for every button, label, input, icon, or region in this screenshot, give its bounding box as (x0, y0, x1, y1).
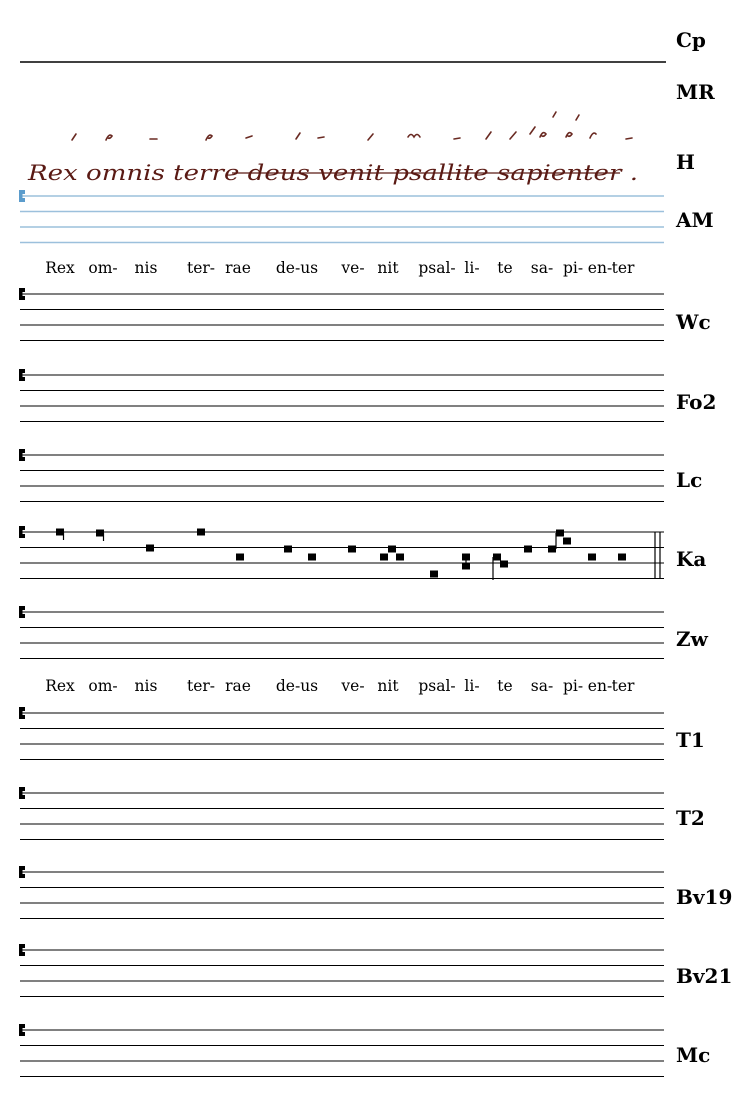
note-18 (548, 546, 556, 553)
siglum-t1: T1 (676, 728, 705, 752)
neume-9 (408, 135, 420, 138)
melody-notes (56, 529, 626, 581)
note-3 (146, 545, 154, 552)
neume-15 (553, 112, 556, 117)
neume-1 (72, 134, 76, 140)
note-8 (348, 546, 356, 553)
neume-11 (486, 132, 491, 139)
lyrics1-syllable-9: psal- (418, 259, 456, 277)
siglum-fo2: Fo2 (676, 390, 717, 414)
neume-13 (530, 127, 535, 134)
lyrics1-syllable-7: ve- (341, 259, 365, 277)
lyrics1-syllable-4: ter- (186, 259, 216, 277)
note-1 (56, 529, 64, 536)
lyrics1-syllable-3: nis (134, 259, 158, 277)
siglum-h: H (676, 150, 695, 174)
siglum-am: AM (676, 208, 714, 232)
manuscript-line (27, 112, 638, 185)
neume-14 (540, 133, 546, 137)
note-7 (308, 554, 316, 561)
lyrics1-syllable-10: li- (464, 259, 480, 277)
lyrics2-syllable-2: om- (88, 677, 118, 695)
lyrics1-syllable-6: de-us (275, 259, 319, 277)
neume-2 (106, 135, 112, 140)
lyrics2-syllable-5: rae (225, 677, 251, 695)
staff-am (19, 190, 664, 243)
staff-mc (19, 1024, 664, 1077)
note-11 (396, 554, 404, 561)
staff-fo2 (19, 369, 664, 422)
staff-t2 (19, 787, 664, 840)
note-15 (493, 554, 501, 561)
staff-t1 (19, 707, 664, 760)
lyrics1-syllable-15: ter (611, 259, 635, 277)
note-12 (430, 571, 438, 578)
siglum-bv21: Bv21 (676, 964, 733, 988)
neume-16 (566, 133, 572, 137)
note-5 (236, 554, 244, 561)
neume-6 (296, 133, 300, 139)
staff-ka (19, 526, 664, 579)
siglum-mc: Mc (676, 1043, 711, 1067)
lyrics1-syllable-2: om- (88, 259, 118, 277)
staff-zw (19, 606, 664, 659)
lyrics2-syllable-14: en- (587, 677, 613, 695)
lyrics2-syllable-12: sa- (530, 677, 554, 695)
lyrics1-syllable-13: pi- (562, 259, 584, 277)
siglum-lc: Lc (676, 468, 703, 492)
lyrics2-syllable-15: ter (611, 677, 635, 695)
lyrics1-syllable-11: te (497, 259, 513, 277)
manuscript-text: Rex omnis terre deus venit psallite sapienter . (26, 161, 639, 185)
neume-12 (510, 132, 516, 139)
lyrics2-syllable-7: ve- (341, 677, 365, 695)
siglum-ka: Ka (676, 547, 707, 571)
siglum-cp: Cp (676, 28, 706, 52)
neume-17 (576, 115, 579, 120)
note-21 (588, 554, 596, 561)
siglum-t2: T2 (676, 806, 705, 830)
note-20 (563, 538, 571, 545)
lyrics2-syllable-11: te (497, 677, 513, 695)
siglum-wc: Wc (676, 310, 711, 334)
neume-10 (454, 138, 460, 139)
note-10 (388, 546, 396, 553)
lyrics2-syllable-9: psal- (418, 677, 456, 695)
staff-bv21 (19, 944, 664, 997)
neume-7 (318, 137, 324, 138)
note-2 (96, 530, 104, 537)
neume-8 (368, 134, 373, 140)
lyrics1-syllable-5: rae (225, 259, 251, 277)
note-4 (197, 529, 205, 536)
note-9 (380, 554, 388, 561)
lyrics1-syllable-1: Rex (45, 259, 75, 277)
lyrics2-syllable-8: nit (377, 677, 399, 695)
lyrics2-syllable-3: nis (134, 677, 158, 695)
neume-18 (590, 133, 596, 138)
note-19 (556, 530, 564, 537)
siglum-mr: MR (676, 80, 715, 104)
lyrics2-syllable-13: pi- (562, 677, 584, 695)
note-6 (284, 546, 292, 553)
lyrics1-syllable-8: nit (377, 259, 399, 277)
lyrics2-syllable-10: li- (464, 677, 480, 695)
siglum-bv19: Bv19 (676, 885, 733, 909)
staff-wc (19, 288, 664, 341)
lyrics1-syllable-14: en- (587, 259, 613, 277)
lyrics2-syllable-4: ter- (186, 677, 216, 695)
neume-5 (246, 136, 252, 138)
note-17 (524, 546, 532, 553)
staff-bv19 (19, 866, 664, 919)
neume-4 (206, 135, 212, 140)
siglum-zw: Zw (676, 627, 708, 651)
note-16 (500, 561, 508, 568)
lyrics2-syllable-6: de-us (275, 677, 319, 695)
staff-lc (19, 449, 664, 502)
neume-19 (626, 138, 632, 139)
note-22 (618, 554, 626, 561)
lyrics1-syllable-12: sa- (530, 259, 554, 277)
lyrics2-syllable-1: Rex (45, 677, 75, 695)
